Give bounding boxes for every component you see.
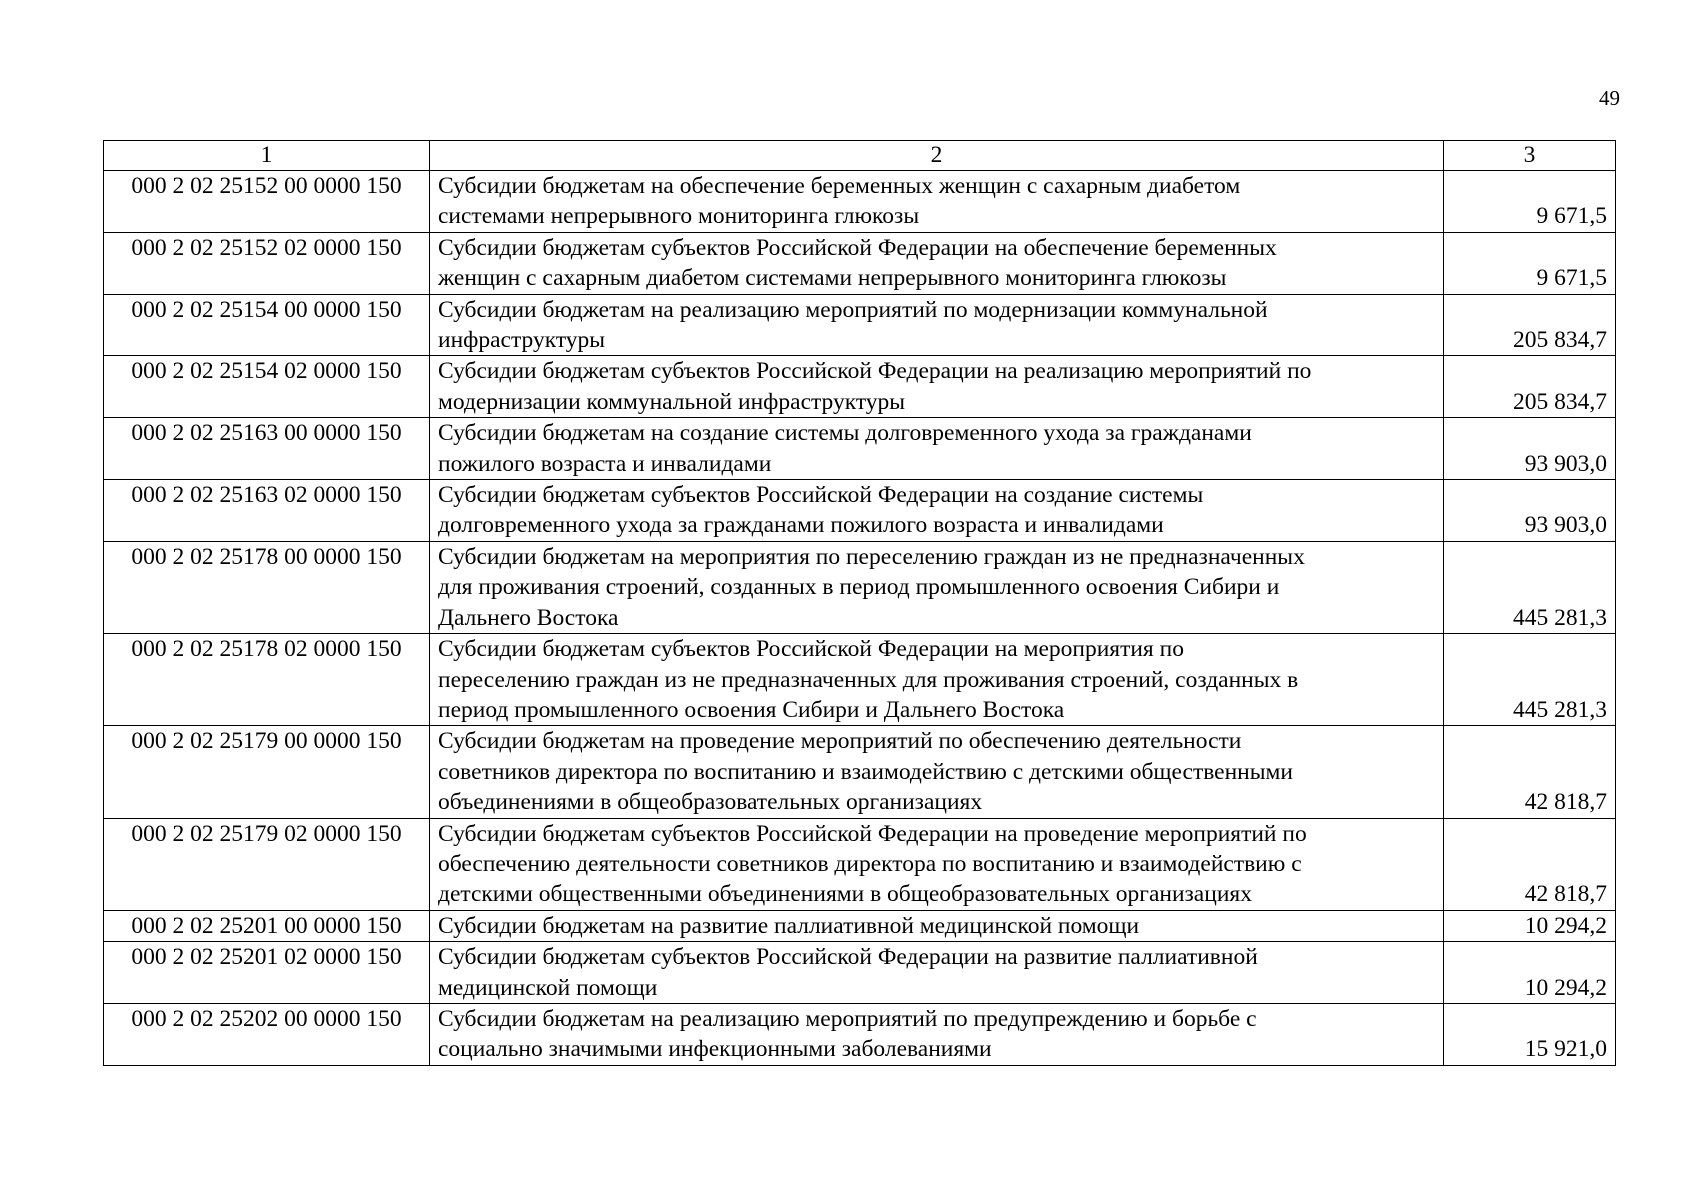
table-row bbox=[104, 480, 1616, 542]
budget-code-cell: 000 2 02 25163 00 0000 150 bbox=[104, 418, 430, 480]
description-line: социально значимыми инфекционными заболеваниями bbox=[438, 1036, 992, 1063]
budget-code-cell: 000 2 02 25201 02 0000 150 bbox=[104, 942, 430, 1004]
amount-cell: 205 834,7 bbox=[1444, 294, 1616, 356]
amount-cell: 445 281,3 bbox=[1444, 541, 1616, 633]
budget-code-cell: 000 2 02 25152 00 0000 150 bbox=[104, 171, 430, 233]
amount-cell: 93 903,0 bbox=[1444, 418, 1616, 480]
budget-code-cell: 000 2 02 25178 00 0000 150 bbox=[104, 541, 430, 633]
description-line: советников директора по воспитанию и взаимодействию с детскими общественными bbox=[438, 758, 1293, 785]
description-line: Субсидии бюджетам на обеспечение беременных женщин с сахарным диабетом bbox=[438, 173, 1241, 199]
description-line: Субсидии бюджетам на мероприятия по переселению граждан из не предназначенных bbox=[438, 543, 1305, 570]
description-cell bbox=[430, 356, 1444, 418]
table-row bbox=[104, 418, 1616, 480]
amount-cell: 445 281,3 bbox=[1444, 634, 1616, 726]
description-line: долговременного ухода за гражданами пожилого возраста и инвалидами bbox=[438, 512, 1164, 539]
page-number: 49 bbox=[1599, 86, 1620, 110]
amount-cell: 42 818,7 bbox=[1444, 726, 1616, 818]
description-line: женщин с сахарным диабетом системами непрерывного мониторинга глюкозы bbox=[438, 265, 1227, 292]
table-row bbox=[104, 910, 1616, 941]
description-cell bbox=[430, 171, 1444, 233]
budget-code-cell: 000 2 02 25178 02 0000 150 bbox=[104, 634, 430, 726]
table-header-row bbox=[104, 141, 1616, 171]
amount-cell: 9 671,5 bbox=[1444, 171, 1616, 233]
column-header-description: 2 bbox=[430, 141, 1444, 171]
table-row bbox=[104, 942, 1616, 1004]
description-line: объединениями в общеобразовательных организациях bbox=[438, 789, 983, 816]
amount-cell: 15 921,0 bbox=[1444, 1003, 1616, 1065]
amount-cell: 93 903,0 bbox=[1444, 480, 1616, 542]
description-line: период промышленного освоения Сибири и Дальнего Востока bbox=[438, 696, 1065, 723]
description-cell bbox=[430, 910, 1444, 941]
budget-table-body bbox=[104, 141, 1616, 1066]
column-header-code: 1 bbox=[104, 141, 430, 171]
description-line: Субсидии бюджетам на реализацию мероприятий по предупреждению и борьбе с bbox=[438, 1005, 1257, 1032]
description-line: обеспечению деятельности советников директора по воспитанию и взаимодействию с bbox=[438, 850, 1302, 877]
amount-cell: 42 818,7 bbox=[1444, 818, 1616, 910]
description-line: Субсидии бюджетам субъектов Российской Федерации на реализацию мероприятий по bbox=[438, 358, 1312, 385]
budget-code-cell: 000 2 02 25154 02 0000 150 bbox=[104, 356, 430, 418]
column-header-amount: 3 bbox=[1444, 141, 1616, 171]
description-line: модернизации коммунальной инфраструктуры bbox=[438, 388, 906, 415]
description-line: Субсидии бюджетам на реализацию мероприятий по модернизации коммунальной bbox=[438, 296, 1268, 323]
description-cell bbox=[430, 726, 1444, 818]
amount-cell: 10 294,2 bbox=[1444, 910, 1616, 941]
budget-code-cell: 000 2 02 25202 00 0000 150 bbox=[104, 1003, 430, 1065]
table-row bbox=[104, 294, 1616, 356]
budget-code-cell: 000 2 02 25163 02 0000 150 bbox=[104, 480, 430, 542]
table-row bbox=[104, 356, 1616, 418]
budget-code-cell: 000 2 02 25179 02 0000 150 bbox=[104, 818, 430, 910]
description-line: медицинской помощи bbox=[438, 974, 658, 1001]
budget-code-cell: 000 2 02 25179 00 0000 150 bbox=[104, 726, 430, 818]
amount-cell: 9 671,5 bbox=[1444, 232, 1616, 294]
description-line: Субсидии бюджетам субъектов Российской Федерации на проведение мероприятий по bbox=[438, 820, 1307, 847]
description-line: Субсидии бюджетам на создание системы долговременного ухода за гражданами bbox=[438, 420, 1252, 447]
description-line: переселению граждан из не предназначенных для проживания строений, созданных в bbox=[438, 666, 1299, 693]
table-row bbox=[104, 1003, 1616, 1065]
table-row bbox=[104, 232, 1616, 294]
description-line: пожилого возраста и инвалидами bbox=[438, 450, 772, 477]
description-line: для проживания строений, созданных в период промышленного освоения Сибири и bbox=[438, 574, 1280, 601]
description-cell bbox=[430, 634, 1444, 726]
description-cell bbox=[430, 418, 1444, 480]
description-cell bbox=[430, 294, 1444, 356]
description-cell bbox=[430, 232, 1444, 294]
description-line: Субсидии бюджетам субъектов Российской Федерации на развитие паллиативной bbox=[438, 944, 1258, 971]
amount-cell: 205 834,7 bbox=[1444, 356, 1616, 418]
table-row bbox=[104, 818, 1616, 910]
budget-table bbox=[103, 140, 1616, 1066]
description-cell bbox=[430, 942, 1444, 1004]
description-line: Дальнего Востока bbox=[438, 604, 619, 631]
description-line: системами непрерывного мониторинга глюкозы bbox=[438, 203, 920, 230]
table-row bbox=[104, 171, 1616, 233]
description-cell bbox=[430, 480, 1444, 542]
description-line: Субсидии бюджетам субъектов Российской Федерации на создание системы bbox=[438, 482, 1204, 509]
description-line: Субсидии бюджетам субъектов Российской Федерации на мероприятия по bbox=[438, 636, 1184, 663]
description-line: Субсидии бюджетам на развитие паллиативной медицинской помощи bbox=[438, 912, 1140, 939]
budget-code-cell: 000 2 02 25152 02 0000 150 bbox=[104, 232, 430, 294]
budget-code-cell: 000 2 02 25201 00 0000 150 bbox=[104, 910, 430, 941]
description-line: инфраструктуры bbox=[438, 327, 606, 354]
table-row bbox=[104, 634, 1616, 726]
description-cell bbox=[430, 818, 1444, 910]
description-line: Субсидии бюджетам субъектов Российской Федерации на обеспечение беременных bbox=[438, 234, 1277, 261]
table-row bbox=[104, 726, 1616, 818]
table-row bbox=[104, 541, 1616, 633]
description-line: Субсидии бюджетам на проведение мероприятий по обеспечению деятельности bbox=[438, 728, 1242, 755]
description-line: детскими общественными объединениями в общеобразовательных организациях bbox=[438, 881, 1252, 908]
description-cell bbox=[430, 541, 1444, 633]
description-cell bbox=[430, 1003, 1444, 1065]
budget-code-cell: 000 2 02 25154 00 0000 150 bbox=[104, 294, 430, 356]
amount-cell: 10 294,2 bbox=[1444, 942, 1616, 1004]
